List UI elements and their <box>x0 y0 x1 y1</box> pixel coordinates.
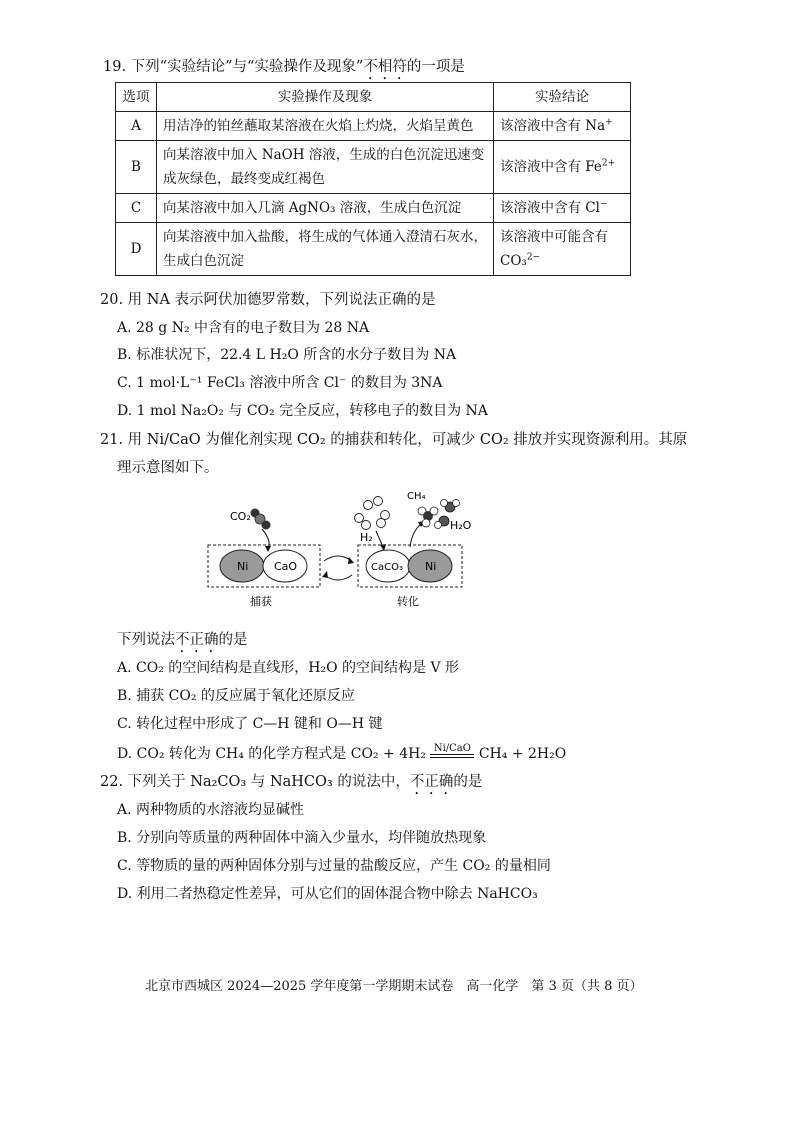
svg-text:CaO: CaO <box>274 560 298 573</box>
q21-option-c: C. 转化过程中形成了 C—H 键和 O—H 键 <box>117 716 383 732</box>
page-footer: 北京市西城区 2024—2025 学年度第一学期期末试卷 高一化学 第 3 页（共 8 页） <box>145 979 643 994</box>
q20-option-d: D. 1 mol Na₂O₂ 与 CO₂ 完全反应，转移电子的数目为 NA <box>117 403 488 419</box>
convert-label: 转化 <box>397 595 419 608</box>
q21-option-a: A. CO₂ 的空间结构是直线形，H₂O 的空间结构是 V 形 <box>117 660 460 676</box>
q21-option-d: D. CO₂ 转化为 CH₄ 的化学方程式是 CO₂ + 4H₂ Ni/CaO CH₄ + 2H₂O <box>117 742 567 762</box>
table-row: C 向某溶液中加入几滴 AgNO₃ 溶液，生成白色沉淀 该溶液中含有 Cl− <box>116 194 631 223</box>
q20-option-a: A. 28 g N₂ 中含有的电子数目为 28 NA <box>117 320 370 336</box>
capture-label: 捕获 <box>250 595 272 608</box>
q20-stem: 20. 用 NA 表示阿伏加德罗常数，下列说法正确的是 <box>100 292 436 308</box>
q22-option-c: C. 等物质的量的两种固体分别与过量的盐酸反应，产生 CO₂ 的量相同 <box>117 858 551 874</box>
svg-text:CaCO₃: CaCO₃ <box>371 562 403 573</box>
q22-stem: 22. 下列关于 Na₂CO₃ 与 NaHCO₃ 的说法中，不正确的是 <box>100 774 483 790</box>
table-row: B 向某溶液中加入 NaOH 溶液，生成的白色沉淀迅速变成灰绿色，最终变成红褐色 该溶液中含有 $Fe^{2+}$ <box>116 141 631 194</box>
q19-number: 19. <box>103 59 127 75</box>
co2-molecule-icon <box>251 509 271 530</box>
q20-option-c: C. 1 mol·L⁻¹ FeCl₃ 溶液中所含 Cl⁻ 的数目为 3NA <box>117 375 443 391</box>
h2o-label: H₂O <box>450 519 472 532</box>
cycle-arrow-back-icon <box>324 575 352 580</box>
q19-emphasis: 不相符 <box>363 59 407 75</box>
header-option: 选项 <box>116 83 157 112</box>
svg-text:Ni: Ni <box>425 560 437 573</box>
q19-stem: 19. 下列“实验结论”与“实验操作及现象”不相符的一项是 <box>103 59 465 75</box>
table-header-row <box>116 83 631 112</box>
co2-label: CO₂ <box>230 510 251 523</box>
q22-option-d: D. 利用二者热稳定性差异，可从它们的固体混合物中除去 NaHCO₃ <box>117 886 538 902</box>
q22-option-a: A. 两种物质的水溶液均显碱性 <box>117 802 305 818</box>
q19-table <box>115 82 631 276</box>
q22-option-b: B. 分别向等质量的两种固体中滴入少量水，均伴随放热现象 <box>117 830 487 846</box>
product-arrow-icon <box>410 523 422 547</box>
q21-stem-line2: 理示意图如下。 <box>117 460 219 476</box>
q21-diagram <box>200 485 480 615</box>
q21-substem: 下列说法不正确的是 <box>117 632 248 648</box>
ch4-label: CH₄ <box>407 491 426 502</box>
h2-molecules-icon <box>355 497 390 530</box>
q21-emphasis: 不正确 <box>175 632 219 648</box>
q21-stem-line1: 21. 用 Ni/CaO 为催化剂实现 CO₂ 的捕获和转化，可减少 CO₂ 排放并实现资源利用。其原 <box>100 432 688 448</box>
q21-option-b: B. 捕获 CO₂ 的反应属于氧化还原反应 <box>117 688 355 704</box>
table-row: A 用洁净的铂丝蘸取某溶液在火焰上灼烧，火焰呈黄色 该溶液中含有 Na+ <box>116 112 631 141</box>
h2-label: H₂ <box>360 531 373 544</box>
header-conclusion: 实验结论 <box>494 83 631 112</box>
q20-option-b: B. 标准状况下，22.4 L H₂O 所含的水分子数目为 NA <box>117 347 457 363</box>
reaction-condition: Ni/CaO <box>430 743 474 758</box>
table-row: D 向某溶液中加入盐酸，将生成的气体通入澄清石灰水，生成白色沉淀 该溶液中可能含有 CO₃$^{2-}$ <box>116 223 631 276</box>
header-operation: 实验操作及现象 <box>157 83 494 112</box>
equals-arrow-icon <box>430 754 474 758</box>
svg-text:Ni: Ni <box>237 560 249 573</box>
cycle-arrow-forward-icon <box>324 556 352 561</box>
q22-emphasis: 不正确 <box>409 774 454 790</box>
